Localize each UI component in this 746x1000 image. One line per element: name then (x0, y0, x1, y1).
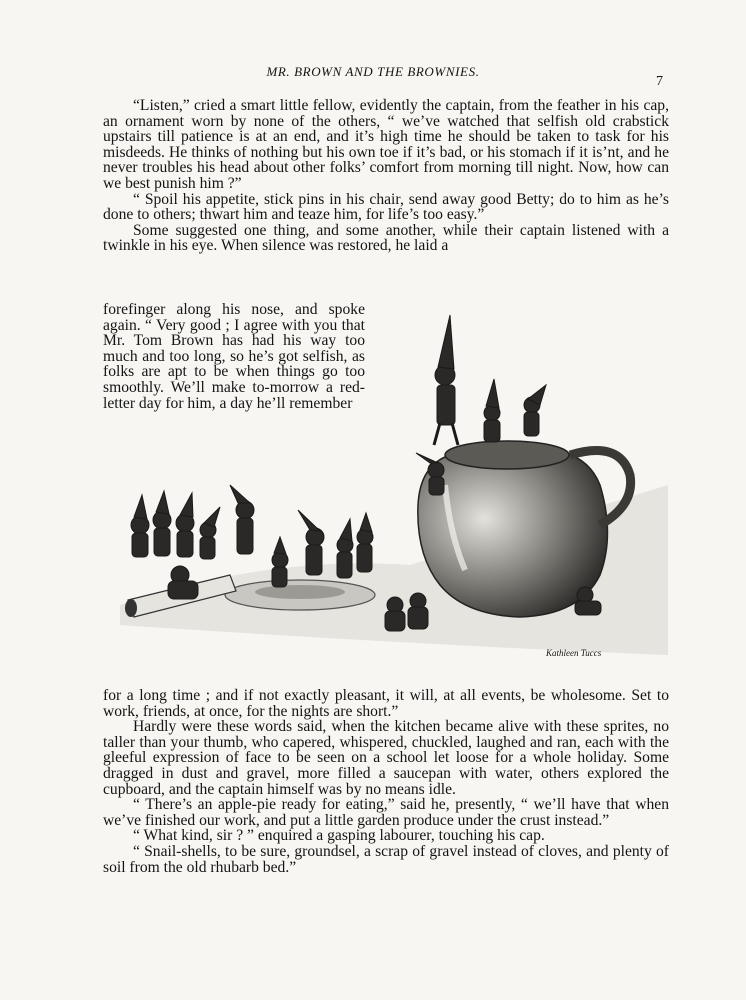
page-number: 7 (656, 74, 663, 89)
brownies-illustration (120, 305, 668, 675)
running-header (0, 64, 746, 89)
paragraph-spoil: “ Spoil his appetite, stick pins in his chair, send away good Betty; do to him as he’s done to others; thwart him and teaze him, for life’s too easy.” (103, 190, 669, 224)
running-title: MR. BROWN AND THE BROWNIES. (266, 64, 480, 79)
bottom-text-block (103, 688, 669, 875)
top-text-block (103, 98, 669, 254)
paragraph-what-kind: “ What kind, sir ? ” enquired a gasping labourer, touching his cap. (133, 827, 545, 845)
paragraph-snail-shells: “ Snail-shells, to be sure, groundsel, a scrap of gravel instead of cloves, and plenty of soil from the old rhubarb bed.” (103, 842, 669, 876)
paragraph-hardly: Hardly were these words said, when the kitchen became alive with these sprites, no taller than your thumb, who capered, whispered, chuckled, laughed and ran, each with the gleeful expression of face to be seen on a school let loose for a whole holiday. Some dragged in dust and gravel, more filled a saucepan with water, others explored the cupboard, and the captain himself was by no means idle. (103, 718, 669, 798)
paragraph-long-time: for a long time ; and if not exactly pleasant, it will, at all events, be wholesome. Set to work, friends, at once, for the nights are short.” (103, 687, 669, 720)
paragraph-listen: “Listen,” cried a smart little fellow, evidently the captain, from the feather in his cap, an ornament worn by none of the others, “ we’ve watched that selfish old crabstick upstairs till patience is at an end, and it’s high time he should be taken to task for his misdeeds. He thinks of nothing but his own toe if it’s bad, or his stomach if it is’nt, and he never troubles his head about other folks’ comfort from morning till night. Now, how can we best punish him ?” (103, 97, 669, 192)
paragraph-apple-pie: “ There’s an apple-pie ready for eating,” said he, presently, “ we’ll have that when we’ve finished our work, and put a little garden produce under the crust instead.” (103, 796, 669, 829)
illustrator-signature: Kathleen Tuccs (546, 648, 602, 658)
paragraph-some-suggested: Some suggested one thing, and some another, while their captain listened with a twinkle in his eye. When silence was restored, he laid a (103, 221, 669, 255)
paragraph-forefinger: forefinger along his nose, and spoke again. “ Very good ; I agree with you that Mr. Tom Brown has had his way too much and too long, so he’s got selfish, as folks are apt to be when things go too smoothly. We’ll make to-morrow a red-letter day for him, a day he’ll remember (103, 301, 365, 412)
